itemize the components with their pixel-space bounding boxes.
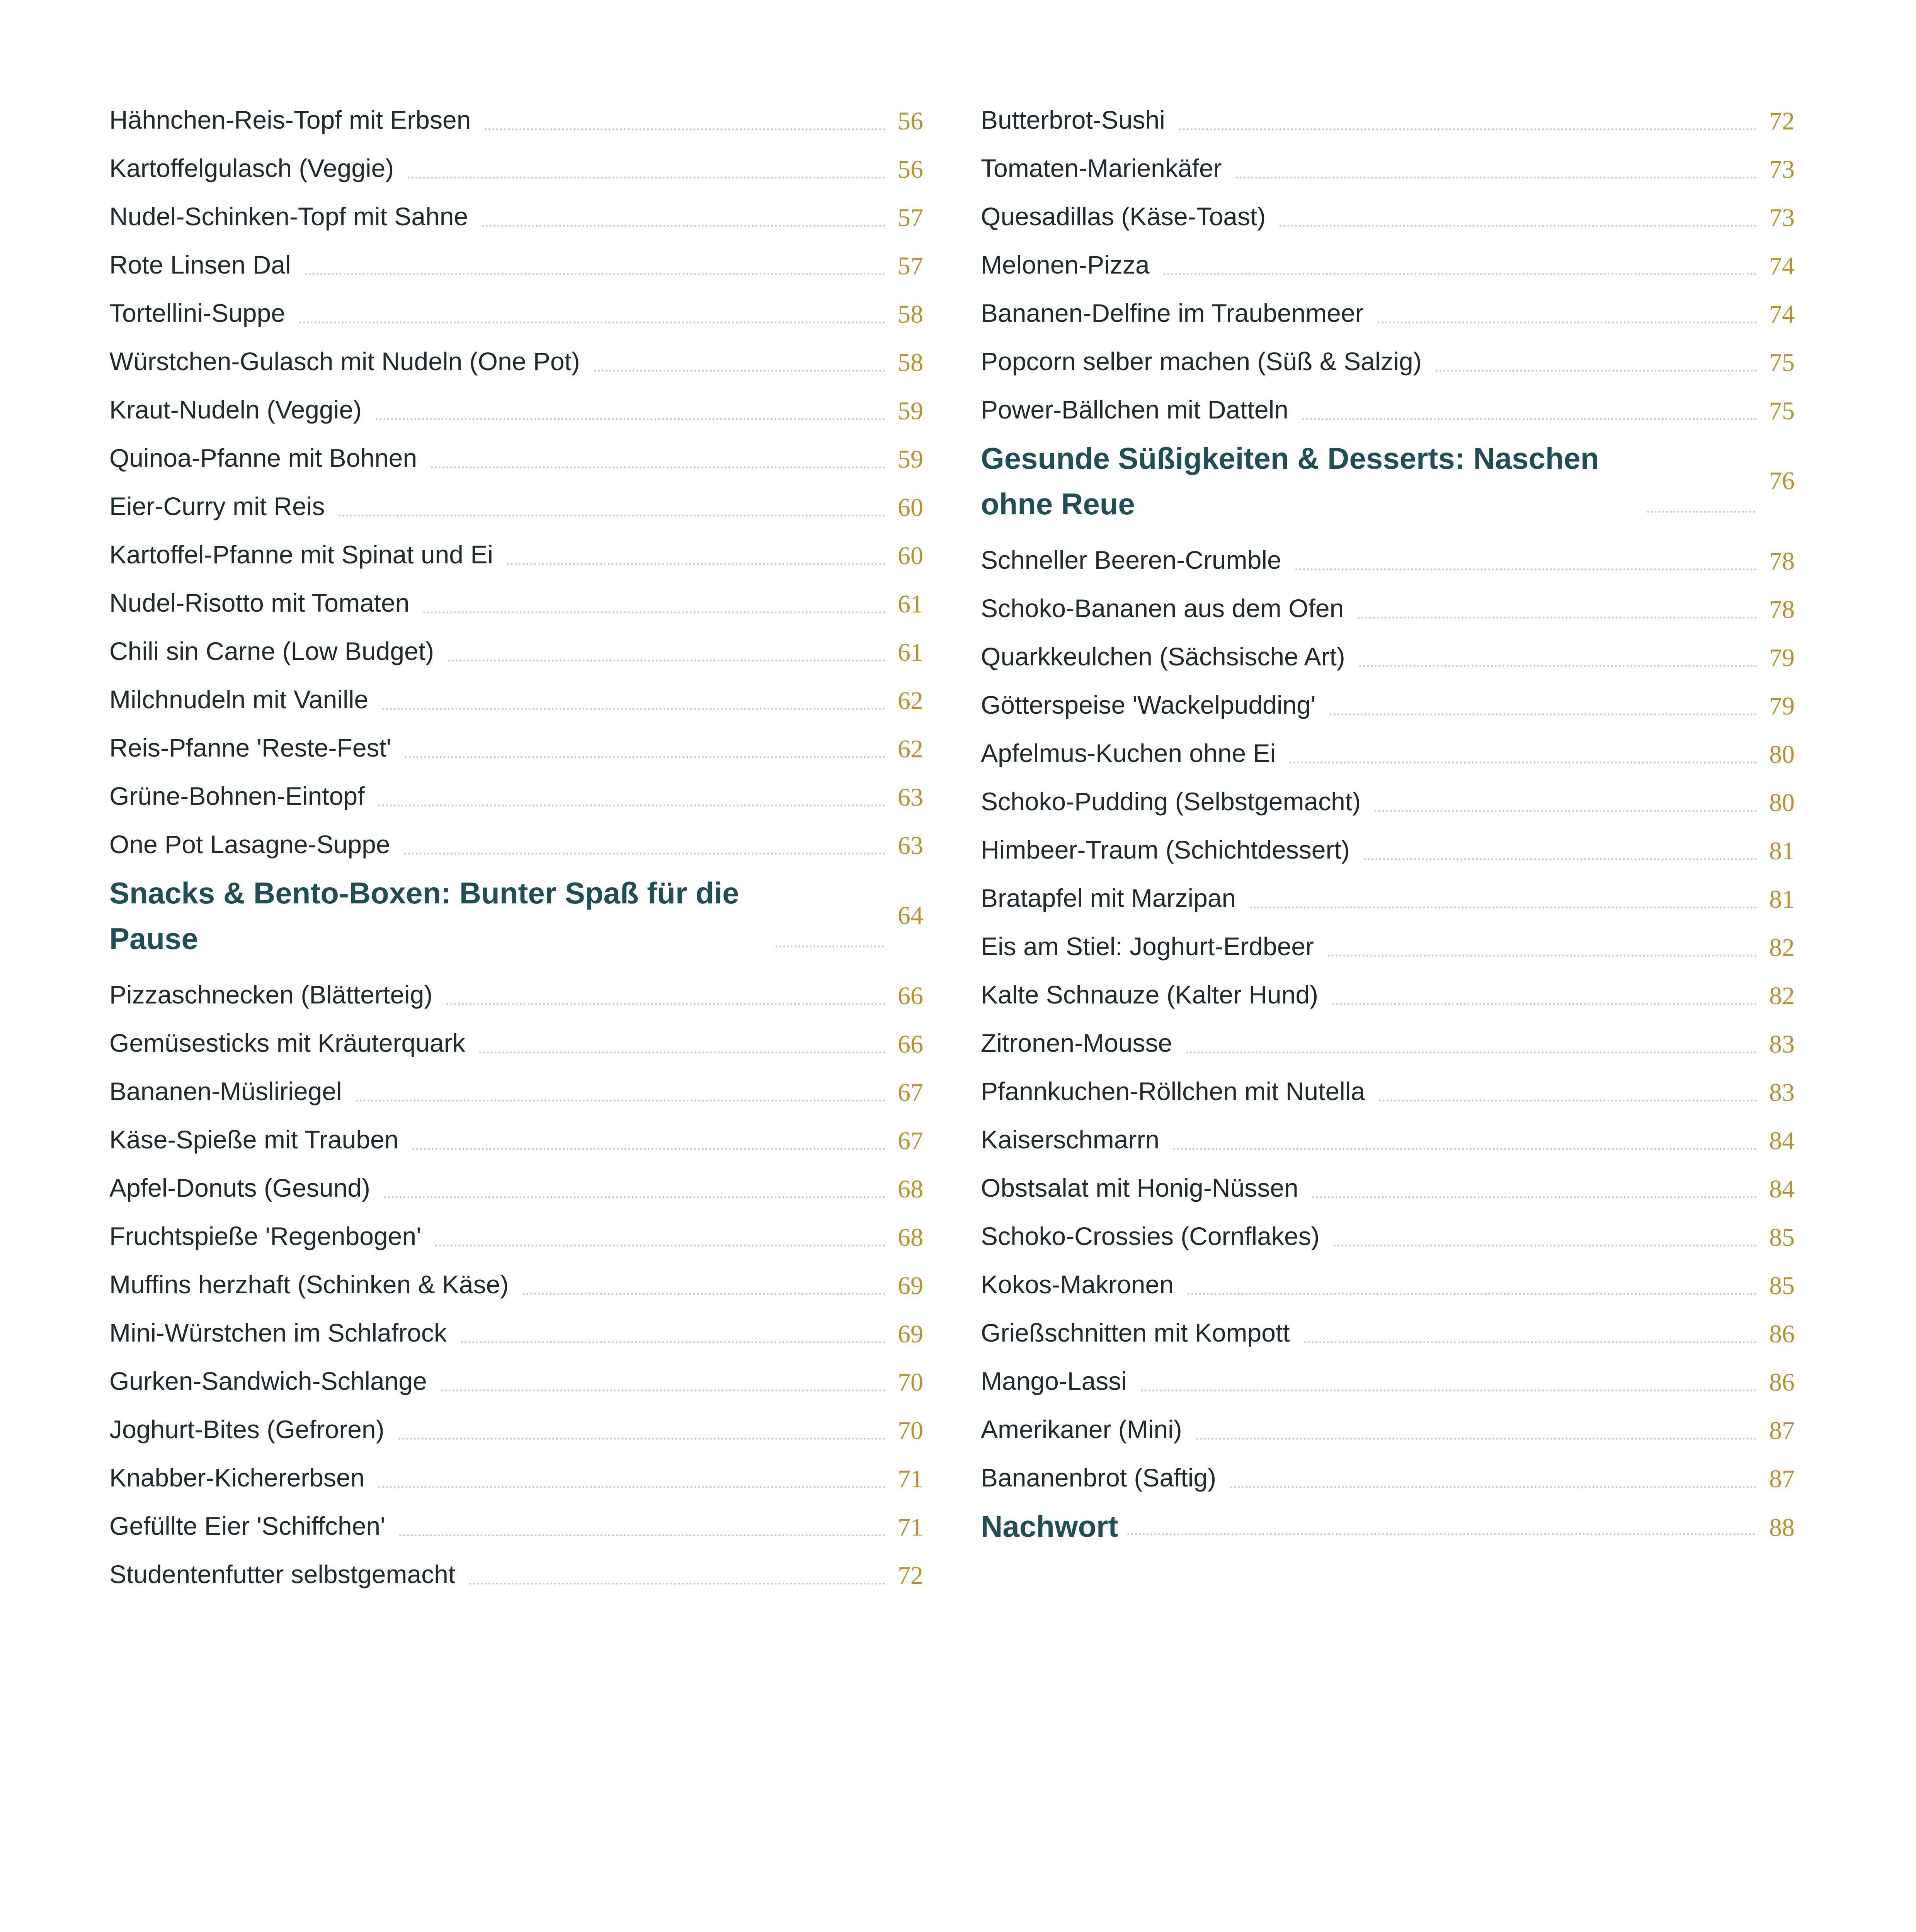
- toc-entry-tortellini-suppe: [109, 283, 923, 331]
- page-number: 66: [898, 982, 923, 1010]
- toc-entry-knabber-kichererbsen: [109, 1447, 923, 1496]
- toc-entry-studentenfutter-selbstgemacht: [109, 1544, 923, 1592]
- page-number: 78: [1769, 547, 1795, 575]
- entry-title: Butterbrot-Sushi: [981, 105, 1165, 134]
- page-number: 62: [898, 735, 923, 763]
- dot-leader: [384, 1196, 885, 1198]
- dot-leader: [1230, 1486, 1757, 1488]
- dot-leader: [376, 418, 885, 420]
- entry-title: Eier-Curry mit Reis: [109, 492, 325, 520]
- dot-leader: [594, 370, 885, 372]
- dot-leader: [1250, 906, 1757, 908]
- toc-entry-schoko-crossies-cornflakes: [981, 1206, 1795, 1254]
- page-number: 85: [1769, 1223, 1795, 1252]
- dot-leader: [1375, 810, 1757, 812]
- dot-leader: [448, 660, 885, 662]
- toc-entry-reis-pfanne-reste-fest: [109, 718, 923, 766]
- toc-entry-tomaten-marienkafer: [981, 138, 1795, 186]
- page-number: 84: [1769, 1175, 1795, 1203]
- dot-leader: [1141, 1389, 1757, 1391]
- page-number: 81: [1769, 837, 1795, 865]
- dot-leader: [479, 1051, 885, 1053]
- toc-entry-gefullte-eier-schiffchen: [109, 1496, 923, 1544]
- entry-title: Himbeer-Traum (Schichtdessert): [981, 835, 1350, 864]
- entry-title: Obstsalat mit Honig-Nüssen: [981, 1173, 1298, 1202]
- dot-leader: [423, 611, 885, 613]
- dot-leader: [1332, 1003, 1757, 1005]
- dot-leader: [305, 273, 885, 275]
- dot-leader: [1379, 1100, 1757, 1102]
- entry-title: Gurken-Sandwich-Schlange: [109, 1367, 427, 1395]
- entry-title: Pizzaschnecken (Blätterteig): [109, 980, 433, 1009]
- toc-entry-bananen-musliriegel: [109, 1061, 923, 1109]
- entry-title: Bananen-Müsliriegel: [109, 1077, 342, 1105]
- page-number: 73: [1769, 155, 1795, 184]
- page-number: 71: [898, 1513, 923, 1541]
- toc-entry-kalte-schnauze-kalter-hund: [981, 964, 1795, 1013]
- page-number: 69: [898, 1320, 923, 1348]
- dot-leader: [1179, 128, 1757, 130]
- page-number: 68: [898, 1223, 923, 1252]
- entry-title: Apfelmus-Kuchen ohne Ei: [981, 739, 1276, 767]
- toc-entry-gemusesticks-mit-krauterquark: [109, 1013, 923, 1061]
- toc-entry-gotterspeise-wackelpudding: [981, 675, 1795, 723]
- entry-title: Chili sin Carne (Low Budget): [109, 637, 434, 665]
- toc-entry-nudel-risotto-mit-tomaten: [109, 573, 923, 621]
- page-number: 86: [1769, 1320, 1795, 1348]
- entry-title: Kartoffelgulasch (Veggie): [109, 154, 394, 182]
- entry-title: Amerikaner (Mini): [981, 1415, 1182, 1444]
- toc-entry-fruchtspiesse-regenbogen: [109, 1206, 923, 1254]
- entry-title: Mini-Würstchen im Schlafrock: [109, 1318, 447, 1347]
- entry-title: Grießschnitten mit Kompott: [981, 1318, 1290, 1347]
- page-number: 57: [898, 204, 923, 232]
- toc-entry-power-ballchen-mit-datteln: [981, 379, 1795, 428]
- toc-entry-schneller-beeren-crumble: [981, 530, 1795, 578]
- toc-entry-pfannkuchen-rollchen-mit-nutella: [981, 1061, 1795, 1109]
- page-number: 72: [898, 1561, 923, 1590]
- page-number: 85: [1769, 1272, 1795, 1300]
- toc-entry-mango-lassi: [981, 1351, 1795, 1399]
- entry-title: Bananenbrot (Saftig): [981, 1463, 1217, 1492]
- dot-leader: [507, 563, 885, 565]
- dot-leader: [382, 708, 885, 710]
- page-number: 60: [898, 542, 923, 570]
- dot-leader: [1188, 1293, 1757, 1295]
- dot-leader: [339, 515, 885, 517]
- entry-title: Melonen-Pizza: [981, 250, 1150, 279]
- page-number: 83: [1769, 1030, 1795, 1058]
- toc-entry-griessschnitten-mit-kompott: [981, 1303, 1795, 1351]
- toc-entry-hahnchen-reis-topf-mit-erbsen: [109, 90, 923, 138]
- entry-title: Zitronen-Mousse: [981, 1029, 1172, 1057]
- dot-leader: [398, 1438, 885, 1440]
- entry-title: One Pot Lasagne-Suppe: [109, 830, 390, 859]
- toc-entry-schoko-bananen-aus-dem-ofen: [981, 578, 1795, 626]
- toc-entry-one-pot-lasagne-suppe: [109, 814, 923, 862]
- page-number: 59: [898, 397, 923, 425]
- entry-title: Kartoffel-Pfanne mit Spinat und Ei: [109, 540, 493, 569]
- toc-entry-milchnudeln-mit-vanille: [109, 669, 923, 718]
- toc-entry-grune-bohnen-eintopf: [109, 766, 923, 814]
- dot-leader: [1290, 762, 1757, 764]
- toc-entry-eier-curry-mit-reis: [109, 476, 923, 524]
- dot-leader: [1334, 1245, 1757, 1247]
- page-number: 80: [1769, 789, 1795, 817]
- toc-entry-zitronen-mousse: [981, 1013, 1795, 1061]
- toc-entry-kase-spiesse-mit-trauben: [109, 1109, 923, 1158]
- toc-entry-wurstchen-gulasch-mit-nudeln-one-pot: [109, 331, 923, 379]
- page-number: 75: [1769, 397, 1795, 425]
- dot-leader: [431, 466, 885, 468]
- dot-leader: [461, 1341, 885, 1343]
- dot-leader: [408, 177, 885, 179]
- page-number: 75: [1769, 349, 1795, 377]
- page-number: 57: [898, 252, 923, 280]
- dot-leader: [1647, 511, 1755, 513]
- dot-leader: [482, 225, 885, 227]
- toc-entry-rote-linsen-dal: [109, 235, 923, 283]
- entry-title: Schoko-Pudding (Selbstgemacht): [981, 787, 1361, 816]
- entry-title: Quarkkeulchen (Sächsische Art): [981, 642, 1345, 671]
- entry-title: Power-Bällchen mit Datteln: [981, 395, 1288, 424]
- page-number: 56: [898, 155, 923, 184]
- page-number: 74: [1769, 252, 1795, 280]
- toc-entry-mini-wurstchen-im-schlafrock: [109, 1303, 923, 1351]
- toc-section-nachwort: [981, 1496, 1795, 1549]
- page-number: 76: [1769, 467, 1795, 495]
- entry-title: Grüne-Bohnen-Eintopf: [109, 782, 365, 810]
- page-number: 81: [1769, 885, 1795, 913]
- toc-entry-quesadillas-kase-toast: [981, 186, 1795, 235]
- page-number: 63: [898, 832, 923, 860]
- dot-leader: [1330, 713, 1757, 715]
- dot-leader: [1359, 665, 1757, 667]
- toc-entry-bratapfel-mit-marzipan: [981, 868, 1795, 916]
- page-number: 66: [898, 1030, 923, 1058]
- toc-entry-chili-sin-carne-low-budget: [109, 621, 923, 669]
- entry-title: Quinoa-Pfanne mit Bohnen: [109, 444, 417, 472]
- page-number: 63: [898, 783, 923, 811]
- page-number: 70: [898, 1368, 923, 1396]
- entry-title: Eis am Stiel: Joghurt-Erdbeer: [981, 932, 1314, 961]
- section-title: Gesunde Süßigkeiten & Desserts: Naschen ohne Reue: [981, 441, 1599, 521]
- entry-title: Bratapfel mit Marzipan: [981, 884, 1236, 912]
- dot-leader: [1378, 321, 1757, 323]
- page-number: 78: [1769, 595, 1795, 624]
- page-number: 69: [898, 1272, 923, 1300]
- toc-entry-kokos-makronen: [981, 1254, 1795, 1303]
- page-number: 87: [1769, 1465, 1795, 1493]
- entry-title: Studentenfutter selbstgemacht: [109, 1560, 456, 1588]
- toc-entry-apfelmus-kuchen-ohne-ei: [981, 723, 1795, 771]
- page-number: 74: [1769, 300, 1795, 328]
- page-number: 80: [1769, 740, 1795, 769]
- entry-title: Kalte Schnauze (Kalter Hund): [981, 980, 1319, 1009]
- entry-title: Muffins herzhaft (Schinken & Käse): [109, 1270, 509, 1299]
- entry-title: Kraut-Nudeln (Veggie): [109, 395, 362, 424]
- dot-leader: [1302, 418, 1757, 420]
- toc-entry-popcorn-selber-machen-suss-salzig: [981, 331, 1795, 379]
- toc-entry-kaiserschmarrn: [981, 1109, 1795, 1158]
- page-number: 79: [1769, 692, 1795, 720]
- page-number: 61: [898, 590, 923, 618]
- toc-entry-gurken-sandwich-schlange: [109, 1351, 923, 1399]
- toc-entry-quinoa-pfanne-mit-bohnen: [109, 428, 923, 476]
- toc-section-gesunde-sussigkeiten-desserts-naschen-ohne-reue: [981, 428, 1795, 527]
- page-number: 67: [898, 1078, 923, 1107]
- toc-entry-schoko-pudding-selbstgemacht: [981, 771, 1795, 820]
- page-number: 60: [898, 493, 923, 522]
- dot-leader: [1164, 273, 1757, 275]
- page-number: 88: [1769, 1514, 1795, 1542]
- page-number: 79: [1769, 644, 1795, 672]
- entry-title: Gemüsesticks mit Kräuterquark: [109, 1029, 465, 1057]
- dot-leader: [1280, 225, 1757, 227]
- entry-title: Milchnudeln mit Vanille: [109, 685, 369, 714]
- page-number: 84: [1769, 1127, 1795, 1155]
- toc-entry-joghurt-bites-gefroren: [109, 1399, 923, 1447]
- toc-entry-pizzaschnecken-blatterteig: [109, 964, 923, 1013]
- dot-leader: [1196, 1438, 1757, 1440]
- entry-title: Tortellini-Suppe: [109, 299, 285, 327]
- page-number: 82: [1769, 982, 1795, 1010]
- dot-leader: [412, 1148, 885, 1150]
- entry-title: Nudel-Schinken-Topf mit Sahne: [109, 202, 468, 231]
- dot-leader: [378, 1486, 885, 1488]
- page-number: 68: [898, 1175, 923, 1203]
- dot-leader: [1436, 370, 1757, 372]
- toc-entry-kartoffel-pfanne-mit-spinat-und-ei: [109, 524, 923, 573]
- dot-leader: [1186, 1051, 1757, 1053]
- page-number: 58: [898, 300, 923, 328]
- toc-entry-apfel-donuts-gesund: [109, 1158, 923, 1206]
- page-number: 73: [1769, 204, 1795, 232]
- page-number: 87: [1769, 1417, 1795, 1445]
- toc-entry-himbeer-traum-schichtdessert: [981, 820, 1795, 868]
- entry-title: Mango-Lassi: [981, 1367, 1127, 1395]
- toc-entry-muffins-herzhaft-schinken-kase: [109, 1254, 923, 1303]
- dot-leader: [446, 1003, 885, 1005]
- page-number: 83: [1769, 1078, 1795, 1107]
- page-number: 64: [898, 901, 923, 930]
- toc-entry-nudel-schinken-topf-mit-sahne: [109, 186, 923, 235]
- dot-leader: [469, 1583, 885, 1585]
- dot-leader: [1304, 1341, 1757, 1343]
- page-number: 82: [1769, 934, 1795, 962]
- toc-entry-eis-am-stiel-joghurt-erdbeer: [981, 916, 1795, 964]
- entry-title: Kokos-Makronen: [981, 1270, 1174, 1299]
- dot-leader: [1127, 1533, 1755, 1535]
- entry-title: Schoko-Bananen aus dem Ofen: [981, 594, 1344, 622]
- toc-entry-kartoffelgulasch-veggie: [109, 138, 923, 186]
- toc-left-column: [109, 90, 923, 1592]
- dot-leader: [441, 1389, 885, 1391]
- entry-title: Nudel-Risotto mit Tomaten: [109, 588, 410, 617]
- entry-title: Schoko-Crossies (Cornflakes): [981, 1222, 1320, 1250]
- entry-title: Joghurt-Bites (Gefroren): [109, 1415, 385, 1444]
- entry-title: Gefüllte Eier 'Schiffchen': [109, 1512, 385, 1540]
- dot-leader: [485, 128, 885, 130]
- dot-leader: [404, 853, 885, 855]
- toc-entry-butterbrot-sushi: [981, 90, 1795, 138]
- entry-title: Popcorn selber machen (Süß & Salzig): [981, 347, 1422, 376]
- entry-title: Rote Linsen Dal: [109, 250, 291, 279]
- toc-entry-melonen-pizza: [981, 235, 1795, 283]
- section-title: Snacks & Bento-Boxen: Bunter Spaß für die Pause: [109, 876, 739, 956]
- page-number: 58: [898, 349, 923, 377]
- dot-leader: [399, 1534, 885, 1536]
- dot-leader: [356, 1100, 885, 1102]
- dot-leader: [1364, 858, 1757, 860]
- dot-leader: [522, 1293, 885, 1295]
- dot-leader: [1328, 955, 1757, 957]
- dot-leader: [435, 1245, 885, 1247]
- toc-entry-amerikaner-mini: [981, 1399, 1795, 1447]
- dot-leader: [405, 756, 885, 758]
- toc-section-snacks-bento-boxen-bunter-spass-fur-die-pause: [109, 862, 923, 961]
- dot-leader: [1358, 617, 1757, 619]
- page-number: 56: [898, 107, 923, 135]
- dot-leader: [1173, 1148, 1757, 1150]
- page-number: 59: [898, 445, 923, 473]
- page-number: 72: [1769, 107, 1795, 135]
- entry-title: Reis-Pfanne 'Reste-Fest': [109, 733, 391, 762]
- dot-leader: [1312, 1196, 1757, 1198]
- dot-leader: [1295, 568, 1757, 570]
- entry-title: Quesadillas (Käse-Toast): [981, 202, 1266, 231]
- entry-title: Knabber-Kichererbsen: [109, 1463, 365, 1492]
- entry-title: Würstchen-Gulasch mit Nudeln (One Pot): [109, 347, 580, 376]
- toc-entry-bananenbrot-saftig: [981, 1447, 1795, 1496]
- entry-title: Kaiserschmarrn: [981, 1125, 1160, 1154]
- toc-entry-obstsalat-mit-honig-nussen: [981, 1158, 1795, 1206]
- page-number: 61: [898, 638, 923, 667]
- section-title: Nachwort: [981, 1509, 1118, 1543]
- entry-title: Apfel-Donuts (Gesund): [109, 1173, 370, 1202]
- toc-entry-quarkkeulchen-sachsische-art: [981, 626, 1795, 675]
- toc-entry-bananen-delfine-im-traubenmeer: [981, 283, 1795, 331]
- entry-title: Fruchtspieße 'Regenbogen': [109, 1222, 421, 1250]
- entry-title: Götterspeise 'Wackelpudding': [981, 690, 1316, 719]
- page-number: 86: [1769, 1368, 1795, 1396]
- dot-leader: [299, 321, 885, 323]
- page-number: 71: [898, 1465, 923, 1493]
- dot-leader: [1236, 177, 1757, 179]
- page-number: 70: [898, 1417, 923, 1445]
- dot-leader: [776, 946, 884, 947]
- entry-title: Schneller Beeren-Crumble: [981, 546, 1281, 574]
- dot-leader: [378, 804, 885, 806]
- toc-right-column: [981, 90, 1795, 1552]
- page-number: 62: [898, 687, 923, 715]
- page-number: 67: [898, 1127, 923, 1155]
- entry-title: Käse-Spieße mit Trauben: [109, 1125, 399, 1154]
- entry-title: Tomaten-Marienkäfer: [981, 154, 1222, 182]
- toc-entry-kraut-nudeln-veggie: [109, 379, 923, 428]
- entry-title: Bananen-Delfine im Traubenmeer: [981, 299, 1364, 327]
- entry-title: Pfannkuchen-Röllchen mit Nutella: [981, 1077, 1365, 1105]
- entry-title: Hähnchen-Reis-Topf mit Erbsen: [109, 105, 471, 134]
